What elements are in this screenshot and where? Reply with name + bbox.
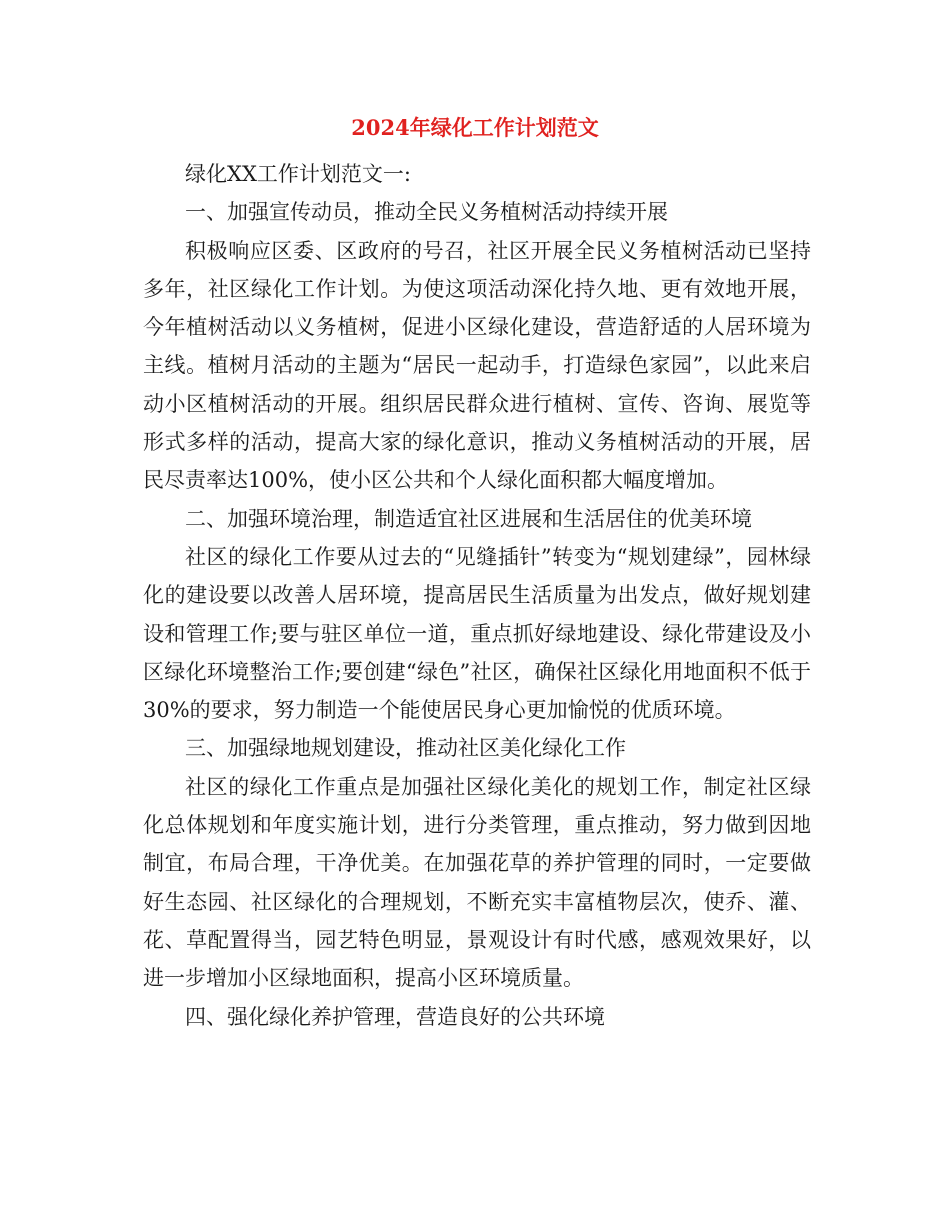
section-heading-3: 三、加强绿地规划建设，推动社区美化绿化工作 — [185, 736, 626, 761]
body-paragraph-3: 社区的绿化工作重点是加强社区绿化美化的规划工作，制定社区绿化总体规划和年度实施计划，进行分类管理，重点推动，努力做到因地制宜，布局合理，干净优美。在加强花草的养护管理的同时，一定要做好生态园、社区绿化的合理规划，不断充实丰富植物层次，使乔、灌、花、草配置得当，园艺特色明显，景观设计有时代感，感观效果好，以进一步增加小区绿地面积，提高小区环境质量。 — [143, 774, 811, 991]
subtitle-paragraph: 绿化XX工作计划范文一: — [185, 162, 411, 186]
section-heading-4: 四、强化绿化养护管理，营造良好的公共环境 — [185, 1004, 605, 1029]
section-heading-1: 一、加强宣传动员，推动全民义务植树活动持续开展 — [185, 200, 668, 225]
body-paragraph-2: 社区的绿化工作要从过去的“见缝插针”转变为“规划建绿”，园林绿化的建设要以改善人居环境，提高居民生活质量为出发点，做好规划建设和管理工作;要与驻区单位一道，重点抓好绿地建设、绿化带建设及小区绿化环境整治工作;要创建“绿色”社区，确保社区绿化用地面积不低于30%的要求，努力制造一个能使居民身心更加愉悦的优质环境。 — [143, 544, 811, 723]
body-paragraph-1: 积极响应区委、区政府的号召，社区开展全民义务植树活动已坚持多年，社区绿化工作计划。为使这项活动深化持久地、更有效地开展，今年植树活动以义务植树，促进小区绿化建设，营造舒适的人居环境为主线。植树月活动的主题为“居民一起动手，打造绿色家园”，以此来启动小区植树活动的开展。组织居民群众进行植树、宣传、咨询、展览等形式多样的活动，提高大家的绿化意识，推动义务植树活动的开展，居民尽责率达100%，使小区公共和个人绿化面积都大幅度增加。 — [143, 238, 811, 493]
section-heading-2: 二、加强环境治理，制造适宜社区进展和生活居住的优美环境 — [185, 506, 752, 531]
document-title: 2024年绿化工作计划范文 — [351, 115, 599, 140]
document-body — [143, 155, 811, 1036]
